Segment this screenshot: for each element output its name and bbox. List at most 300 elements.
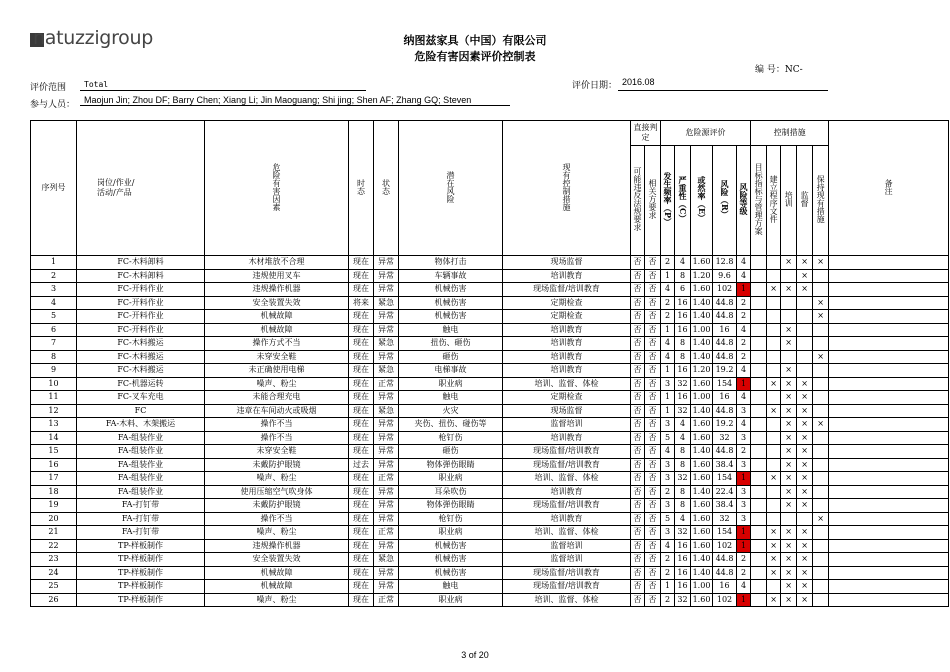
legal-cell: 否 <box>631 256 645 270</box>
supervise-cell <box>797 296 813 310</box>
legal-cell: 否 <box>631 269 645 283</box>
complaint-cell: 否 <box>645 269 661 283</box>
procedure-cell <box>767 310 781 324</box>
freq-cell: 3 <box>661 418 675 432</box>
supervise-cell: × <box>797 445 813 459</box>
procedure-cell: × <box>767 539 781 553</box>
keep-cell: × <box>813 296 829 310</box>
severity-cell: 16 <box>675 566 691 580</box>
state-cell: 紧急 <box>374 553 399 567</box>
hazard-cell: 未戴防护眼镜 <box>205 499 349 513</box>
remark-cell <box>829 431 949 445</box>
tense-cell: 现在 <box>349 418 374 432</box>
row-number: 9 <box>31 364 77 378</box>
complaint-cell: 否 <box>645 337 661 351</box>
legal-cell: 否 <box>631 566 645 580</box>
risk-value-cell: 38.4 <box>713 458 737 472</box>
table-row <box>31 364 949 378</box>
procedure-cell <box>767 431 781 445</box>
procedure-cell: × <box>767 553 781 567</box>
supervise-cell <box>797 323 813 337</box>
legal-cell: 否 <box>631 350 645 364</box>
complaint-cell: 否 <box>645 431 661 445</box>
keep-cell: × <box>813 350 829 364</box>
risk-value-cell: 44.8 <box>713 553 737 567</box>
procedure-cell <box>767 256 781 270</box>
post-cell: FC-木料搬运 <box>77 337 205 351</box>
severity-cell: 32 <box>675 377 691 391</box>
state-cell: 异常 <box>374 283 399 297</box>
control-cell: 现场监督/培训教育 <box>503 458 631 472</box>
training-cell: × <box>781 566 797 580</box>
state-cell: 紧急 <box>374 296 399 310</box>
row-number: 16 <box>31 458 77 472</box>
severity-cell: 32 <box>675 526 691 540</box>
target-cell <box>751 512 767 526</box>
legal-cell: 否 <box>631 499 645 513</box>
level-cell: 3 <box>737 458 751 472</box>
risk-value-cell: 154 <box>713 377 737 391</box>
procedure-cell <box>767 391 781 405</box>
keep-cell <box>813 580 829 594</box>
table-row <box>31 485 949 499</box>
supervise-cell: × <box>797 391 813 405</box>
training-cell: × <box>781 472 797 486</box>
supervise-cell: × <box>797 283 813 297</box>
exposure-cell: 1.40 <box>691 553 713 567</box>
post-cell: FC-机器运转 <box>77 377 205 391</box>
exposure-cell: 1.40 <box>691 485 713 499</box>
risk-cell: 枪钉伤 <box>399 431 503 445</box>
risk-value-cell: 44.8 <box>713 350 737 364</box>
exposure-cell: 1.20 <box>691 364 713 378</box>
tense-cell: 现在 <box>349 350 374 364</box>
target-cell <box>751 431 767 445</box>
post-cell: FC-开料作业 <box>77 296 205 310</box>
complaint-cell: 否 <box>645 350 661 364</box>
training-cell: × <box>781 553 797 567</box>
freq-cell: 3 <box>661 472 675 486</box>
legal-cell: 否 <box>631 418 645 432</box>
risk-value-cell: 12.8 <box>713 256 737 270</box>
control-cell: 培训教育 <box>503 350 631 364</box>
state-cell: 异常 <box>374 391 399 405</box>
training-cell: × <box>781 458 797 472</box>
risk-value-cell: 22.4 <box>713 485 737 499</box>
control-cell: 培训教育 <box>503 485 631 499</box>
post-cell: FC-开料作业 <box>77 310 205 324</box>
supervise-cell: × <box>797 485 813 499</box>
tense-cell: 现在 <box>349 539 374 553</box>
keep-cell <box>813 445 829 459</box>
freq-cell: 2 <box>661 310 675 324</box>
risk-cell: 物体打击 <box>399 256 503 270</box>
complaint-cell: 否 <box>645 256 661 270</box>
legal-cell: 否 <box>631 512 645 526</box>
target-cell <box>751 377 767 391</box>
row-number: 20 <box>31 512 77 526</box>
risk-cell: 机械伤害 <box>399 539 503 553</box>
level-cell: 1 <box>737 593 751 607</box>
table-row <box>31 512 949 526</box>
risk-cell: 砸伤 <box>399 445 503 459</box>
legal-cell: 否 <box>631 431 645 445</box>
complaint-cell: 否 <box>645 512 661 526</box>
table-row <box>31 269 949 283</box>
severity-cell: 16 <box>675 580 691 594</box>
state-cell: 异常 <box>374 580 399 594</box>
risk-value-cell: 44.8 <box>713 566 737 580</box>
target-cell <box>751 526 767 540</box>
row-number: 21 <box>31 526 77 540</box>
training-cell: × <box>781 593 797 607</box>
row-number: 18 <box>31 485 77 499</box>
legal-cell: 否 <box>631 310 645 324</box>
exposure-cell: 1.20 <box>691 269 713 283</box>
supervise-cell <box>797 364 813 378</box>
level-cell: 1 <box>737 539 751 553</box>
tense-cell: 现在 <box>349 256 374 270</box>
risk-cell: 机械伤害 <box>399 566 503 580</box>
freq-cell: 1 <box>661 391 675 405</box>
legal-cell: 否 <box>631 539 645 553</box>
state-cell: 异常 <box>374 431 399 445</box>
remark-cell <box>829 364 949 378</box>
level-cell: 2 <box>737 296 751 310</box>
col-exposure: 或然率（E） <box>691 146 713 256</box>
supervise-cell <box>797 512 813 526</box>
hazard-cell: 机械故障 <box>205 323 349 337</box>
training-cell: × <box>781 499 797 513</box>
legal-cell: 否 <box>631 337 645 351</box>
complaint-cell: 否 <box>645 296 661 310</box>
state-cell: 正常 <box>374 472 399 486</box>
target-cell <box>751 485 767 499</box>
table-row <box>31 553 949 567</box>
keep-cell <box>813 472 829 486</box>
target-cell <box>751 472 767 486</box>
legal-cell: 否 <box>631 283 645 297</box>
remark-cell <box>829 485 949 499</box>
document-number: 编 号：NC- <box>755 65 803 75</box>
severity-cell: 16 <box>675 391 691 405</box>
target-cell <box>751 391 767 405</box>
hazard-cell: 机械故障 <box>205 566 349 580</box>
complaint-cell: 否 <box>645 539 661 553</box>
supervise-cell: × <box>797 580 813 594</box>
level-cell: 1 <box>737 377 751 391</box>
procedure-cell <box>767 580 781 594</box>
exposure-cell: 1.60 <box>691 593 713 607</box>
logo-text: natuzzigroup <box>33 27 153 49</box>
hazard-cell: 未穿安全鞋 <box>205 445 349 459</box>
target-cell <box>751 580 767 594</box>
target-cell <box>751 539 767 553</box>
row-number: 22 <box>31 539 77 553</box>
risk-cell: 机械伤害 <box>399 283 503 297</box>
tense-cell: 现在 <box>349 580 374 594</box>
complaint-cell: 否 <box>645 283 661 297</box>
col-keep: 保持现有措施 <box>813 146 829 256</box>
procedure-cell <box>767 323 781 337</box>
keep-cell <box>813 431 829 445</box>
tense-cell: 现在 <box>349 485 374 499</box>
control-cell: 培训、监督、体检 <box>503 526 631 540</box>
risk-cell: 职业病 <box>399 472 503 486</box>
control-cell: 培训教育 <box>503 431 631 445</box>
row-number: 6 <box>31 323 77 337</box>
post-cell: FA-打钉带 <box>77 499 205 513</box>
control-cell: 监督培训 <box>503 418 631 432</box>
exposure-cell: 1.60 <box>691 472 713 486</box>
keep-cell <box>813 539 829 553</box>
risk-value-cell: 44.8 <box>713 337 737 351</box>
complaint-cell: 否 <box>645 566 661 580</box>
table-row <box>31 283 949 297</box>
supervise-cell <box>797 310 813 324</box>
control-cell: 定期检查 <box>503 310 631 324</box>
post-cell: FA-打钉带 <box>77 526 205 540</box>
post-cell: TP-样板制作 <box>77 580 205 594</box>
level-cell: 3 <box>737 499 751 513</box>
procedure-cell <box>767 296 781 310</box>
risk-cell: 砸伤 <box>399 350 503 364</box>
target-cell <box>751 337 767 351</box>
risk-value-cell: 44.8 <box>713 296 737 310</box>
supervise-cell: × <box>797 458 813 472</box>
keep-cell <box>813 283 829 297</box>
keep-cell <box>813 404 829 418</box>
freq-cell: 2 <box>661 296 675 310</box>
remark-cell <box>829 269 949 283</box>
col-tense: 时态 <box>349 121 374 256</box>
target-cell <box>751 418 767 432</box>
procedure-cell <box>767 458 781 472</box>
table-row <box>31 404 949 418</box>
table-row <box>31 391 949 405</box>
level-cell: 1 <box>737 472 751 486</box>
tense-cell: 现在 <box>349 404 374 418</box>
supervise-cell: × <box>797 472 813 486</box>
legal-cell: 否 <box>631 485 645 499</box>
risk-cell: 机械伤害 <box>399 553 503 567</box>
level-cell: 4 <box>737 580 751 594</box>
keep-cell <box>813 337 829 351</box>
state-cell: 异常 <box>374 458 399 472</box>
hazard-cell: 噪声、粉尘 <box>205 526 349 540</box>
risk-cell: 职业病 <box>399 593 503 607</box>
post-cell: FC-开料作业 <box>77 323 205 337</box>
state-cell: 紧急 <box>374 364 399 378</box>
tense-cell: 现在 <box>349 377 374 391</box>
legal-cell: 否 <box>631 391 645 405</box>
level-cell: 2 <box>737 350 751 364</box>
hazard-cell: 违规操作机器 <box>205 283 349 297</box>
hazard-cell: 操作不当 <box>205 431 349 445</box>
remark-cell <box>829 404 949 418</box>
remark-cell <box>829 553 949 567</box>
exposure-cell: 1.40 <box>691 296 713 310</box>
remark-cell <box>829 350 949 364</box>
legal-cell: 否 <box>631 323 645 337</box>
freq-cell: 4 <box>661 445 675 459</box>
table-row <box>31 418 949 432</box>
risk-cell: 职业病 <box>399 526 503 540</box>
level-cell: 3 <box>737 431 751 445</box>
training-cell <box>781 310 797 324</box>
complaint-cell: 否 <box>645 364 661 378</box>
remark-cell <box>829 512 949 526</box>
freq-cell: 2 <box>661 485 675 499</box>
procedure-cell <box>767 485 781 499</box>
tense-cell: 现在 <box>349 566 374 580</box>
control-cell: 现场监督/培训教育 <box>503 283 631 297</box>
training-cell <box>781 512 797 526</box>
table-row <box>31 256 949 270</box>
tense-cell: 现在 <box>349 499 374 513</box>
supervise-cell: × <box>797 256 813 270</box>
severity-cell: 32 <box>675 404 691 418</box>
remark-cell <box>829 566 949 580</box>
remark-cell <box>829 499 949 513</box>
keep-cell <box>813 485 829 499</box>
level-cell: 4 <box>737 391 751 405</box>
state-cell: 正常 <box>374 526 399 540</box>
control-cell: 培训教育 <box>503 337 631 351</box>
col-target: 目标指标与管理方案 <box>751 146 767 256</box>
freq-cell: 2 <box>661 256 675 270</box>
complaint-cell: 否 <box>645 472 661 486</box>
row-number: 11 <box>31 391 77 405</box>
exposure-cell: 1.40 <box>691 337 713 351</box>
risk-value-cell: 154 <box>713 472 737 486</box>
tense-cell: 现在 <box>349 391 374 405</box>
freq-cell: 4 <box>661 350 675 364</box>
remark-cell <box>829 391 949 405</box>
risk-value-cell: 44.8 <box>713 310 737 324</box>
complaint-cell: 否 <box>645 499 661 513</box>
training-cell: × <box>781 485 797 499</box>
col-procedure: 建立程序文件 <box>767 146 781 256</box>
row-number: 14 <box>31 431 77 445</box>
training-cell: × <box>781 283 797 297</box>
risk-value-cell: 38.4 <box>713 499 737 513</box>
target-cell <box>751 310 767 324</box>
tense-cell: 过去 <box>349 458 374 472</box>
procedure-cell: × <box>767 593 781 607</box>
tense-cell: 现在 <box>349 364 374 378</box>
exposure-cell: 1.60 <box>691 418 713 432</box>
control-cell: 监督培训 <box>503 553 631 567</box>
supervise-cell: × <box>797 404 813 418</box>
row-number: 10 <box>31 377 77 391</box>
target-cell <box>751 256 767 270</box>
remark-cell <box>829 310 949 324</box>
risk-value-cell: 32 <box>713 431 737 445</box>
target-cell <box>751 283 767 297</box>
risk-value-cell: 102 <box>713 593 737 607</box>
risk-cell: 职业病 <box>399 377 503 391</box>
state-cell: 异常 <box>374 485 399 499</box>
complaint-cell: 否 <box>645 377 661 391</box>
scope-value: Total <box>84 80 109 89</box>
training-cell: × <box>781 256 797 270</box>
hazard-cell: 操作不当 <box>205 512 349 526</box>
remark-cell <box>829 593 949 607</box>
members-value: Maojun Jin; Zhou DF; Barry Chen; Xiang Li; Jin Maoguang; Shi jing; Shen AF; Zhang GQ; Steven <box>84 95 472 105</box>
target-cell <box>751 445 767 459</box>
exposure-cell: 1.60 <box>691 526 713 540</box>
training-cell: × <box>781 323 797 337</box>
freq-cell: 3 <box>661 499 675 513</box>
severity-cell: 32 <box>675 593 691 607</box>
level-cell: 4 <box>737 323 751 337</box>
table-row <box>31 431 949 445</box>
row-number: 8 <box>31 350 77 364</box>
exposure-cell: 1.00 <box>691 580 713 594</box>
tense-cell: 将来 <box>349 296 374 310</box>
col-post: 岗位/作业/ 活动/产品 <box>77 121 205 256</box>
complaint-cell: 否 <box>645 485 661 499</box>
table-row <box>31 539 949 553</box>
risk-evaluation-table <box>30 120 949 607</box>
table-row <box>31 445 949 459</box>
remark-cell <box>829 526 949 540</box>
post-cell: FA-组装作业 <box>77 445 205 459</box>
supervise-cell: × <box>797 418 813 432</box>
members-label: 参与人员： <box>30 100 76 110</box>
post-cell: FC <box>77 404 205 418</box>
state-cell: 异常 <box>374 350 399 364</box>
exposure-cell: 1.60 <box>691 283 713 297</box>
risk-value-cell: 44.8 <box>713 404 737 418</box>
risk-value-cell: 44.8 <box>713 445 737 459</box>
risk-cell: 触电 <box>399 391 503 405</box>
control-cell: 培训教育 <box>503 323 631 337</box>
training-cell: × <box>781 404 797 418</box>
state-cell: 紧急 <box>374 337 399 351</box>
level-cell: 3 <box>737 512 751 526</box>
hazard-cell: 未正确使用电梯 <box>205 364 349 378</box>
legal-cell: 否 <box>631 364 645 378</box>
tense-cell: 现在 <box>349 337 374 351</box>
exposure-cell: 1.00 <box>691 391 713 405</box>
risk-value-cell: 102 <box>713 539 737 553</box>
control-cell: 培训教育 <box>503 512 631 526</box>
keep-cell <box>813 364 829 378</box>
keep-cell <box>813 323 829 337</box>
procedure-cell <box>767 337 781 351</box>
tense-cell: 现在 <box>349 310 374 324</box>
hazard-cell: 安全装置失效 <box>205 553 349 567</box>
col-control-group: 控制措施 <box>751 121 829 146</box>
tense-cell: 现在 <box>349 431 374 445</box>
row-number: 3 <box>31 283 77 297</box>
risk-value-cell: 32 <box>713 512 737 526</box>
hazard-cell: 噪声、粉尘 <box>205 593 349 607</box>
col-existing: 现有控制措施 <box>503 121 631 256</box>
training-cell: × <box>781 364 797 378</box>
control-cell: 现场监督/培训教育 <box>503 566 631 580</box>
level-cell: 1 <box>737 283 751 297</box>
col-freq: 发生频率（P） <box>661 146 675 256</box>
freq-cell: 1 <box>661 404 675 418</box>
level-cell: 3 <box>737 404 751 418</box>
legal-cell: 否 <box>631 553 645 567</box>
col-complaint: 相关方要求 <box>645 146 661 256</box>
supervise-cell <box>797 337 813 351</box>
risk-value-cell: 16 <box>713 391 737 405</box>
